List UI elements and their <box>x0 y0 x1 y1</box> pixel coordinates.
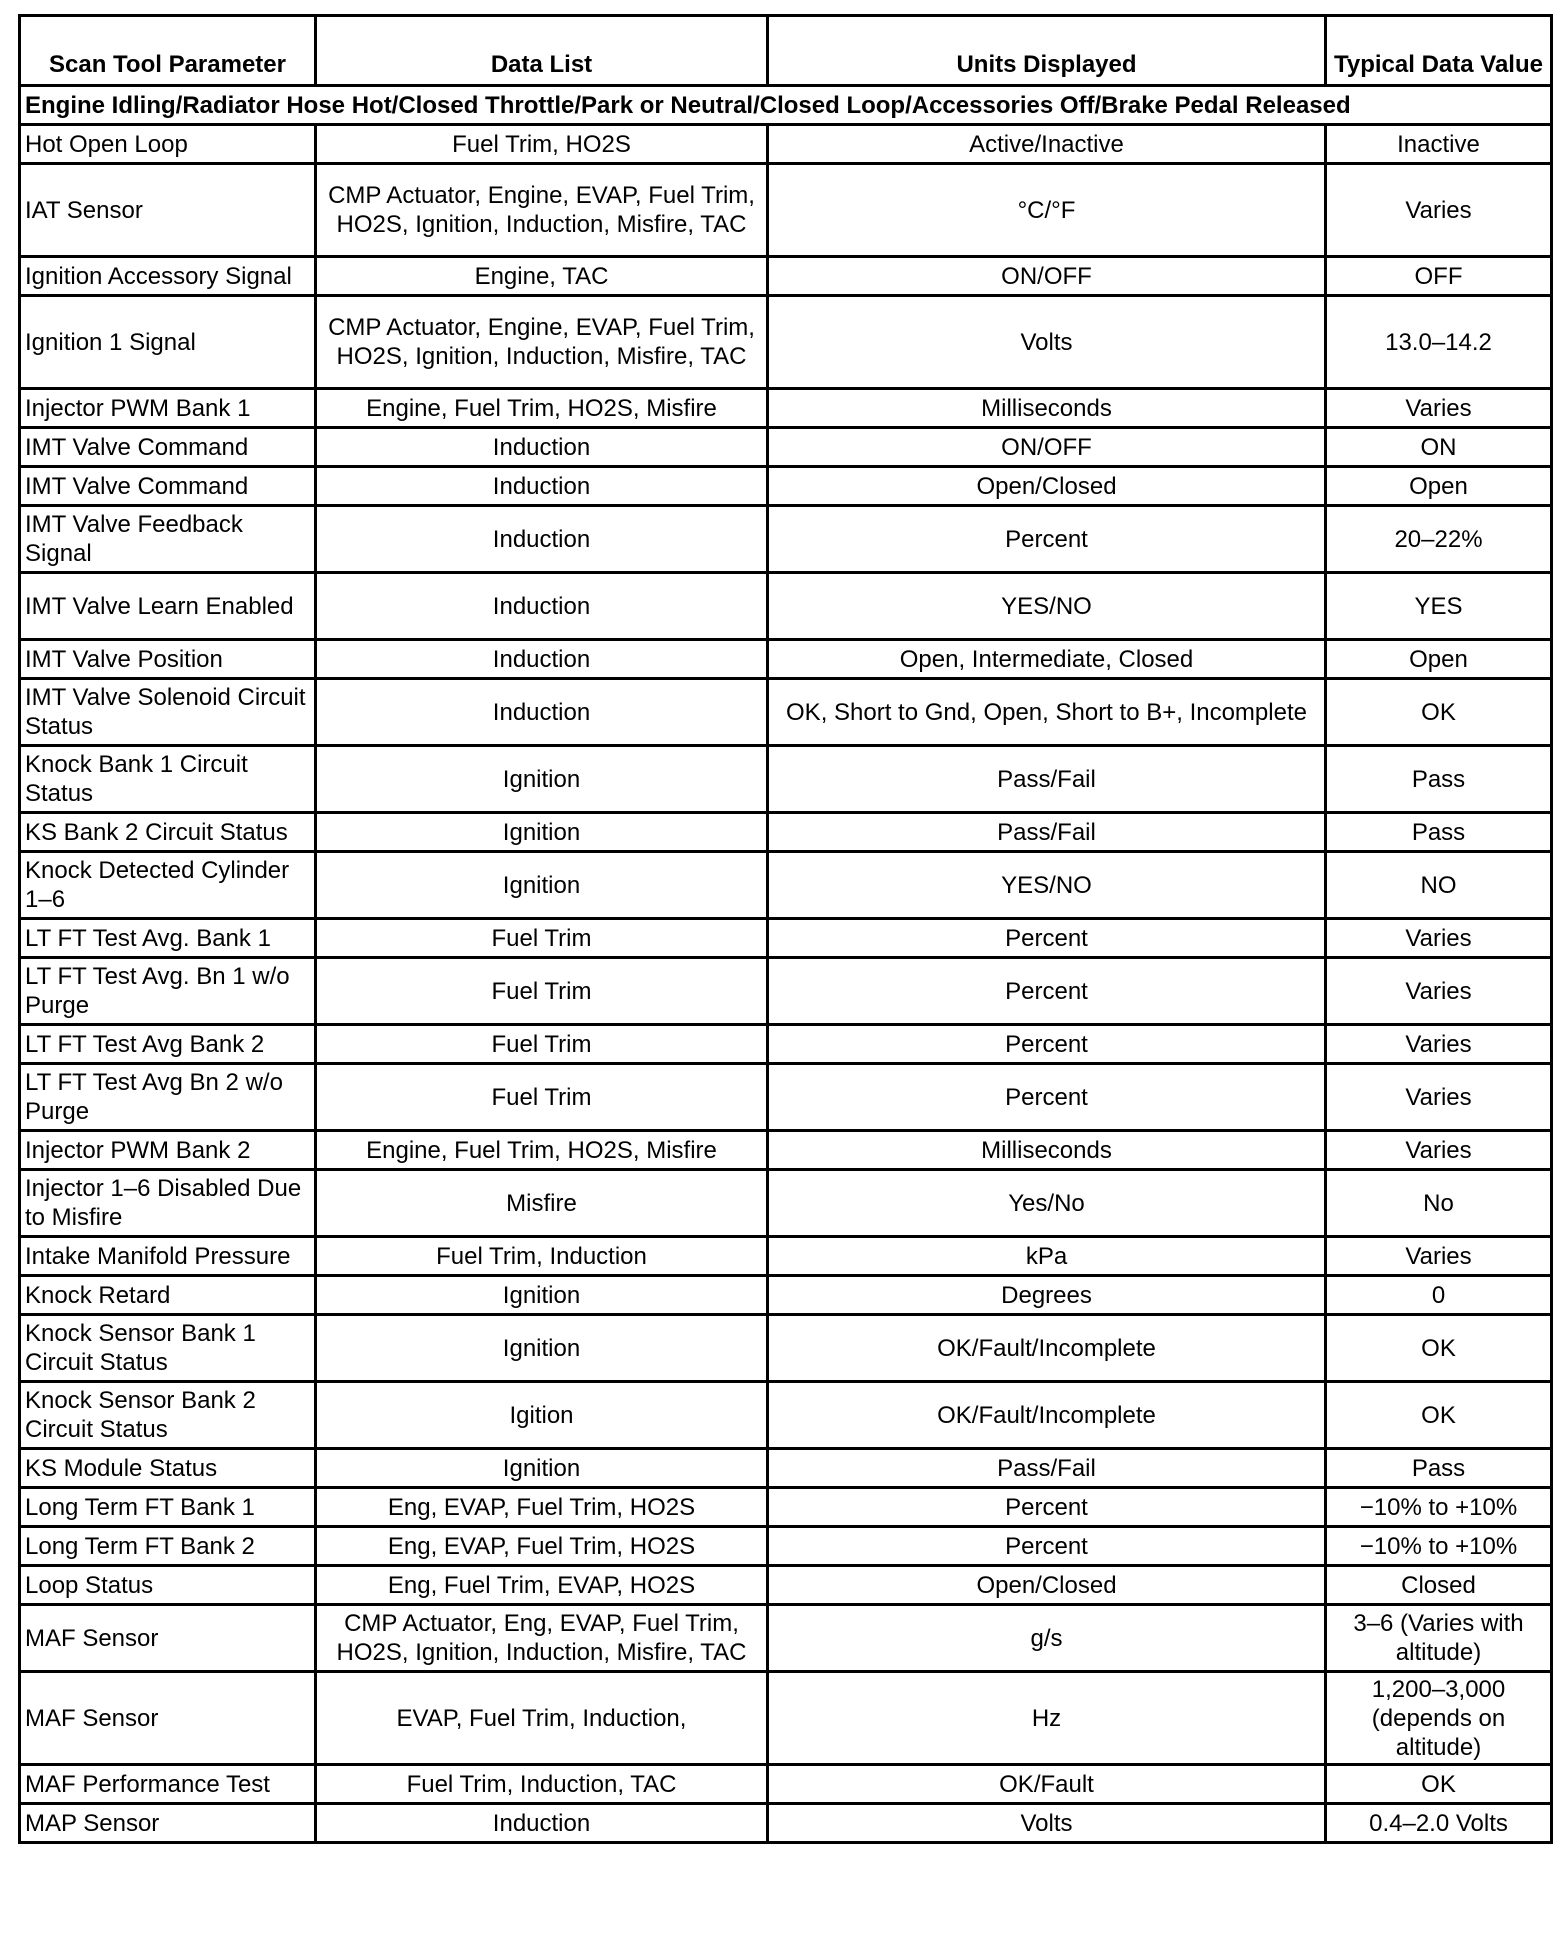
typical-value-cell: Varies <box>1326 958 1552 1025</box>
parameter-cell: KS Module Status <box>20 1449 316 1488</box>
parameter-cell: Injector 1–6 Disabled Due to Misfire <box>20 1170 316 1237</box>
parameter-cell: IMT Valve Command <box>20 428 316 467</box>
data-list-cell: Eng, Fuel Trim, EVAP, HO2S <box>316 1566 768 1605</box>
units-cell: Open, Intermediate, Closed <box>768 640 1326 679</box>
data-list-cell: Fuel Trim, HO2S <box>316 125 768 164</box>
data-list-cell: CMP Actuator, Engine, EVAP, Fuel Trim, HO2S, Ignition, Induction, Misfire, TAC <box>316 164 768 257</box>
typical-value-cell: OK <box>1326 679 1552 746</box>
table-row <box>20 958 1552 1025</box>
table-row <box>20 1605 1552 1672</box>
table-row <box>20 1804 1552 1843</box>
typical-value-cell: Open <box>1326 467 1552 506</box>
data-list-cell: Engine, Fuel Trim, HO2S, Misfire <box>316 1131 768 1170</box>
table-row <box>20 1131 1552 1170</box>
data-list-cell: Induction <box>316 506 768 573</box>
typical-value-cell: No <box>1326 1170 1552 1237</box>
typical-value-cell: NO <box>1326 852 1552 919</box>
data-list-cell: Fuel Trim <box>316 1064 768 1131</box>
parameter-cell: Loop Status <box>20 1566 316 1605</box>
typical-value-cell: Varies <box>1326 389 1552 428</box>
table-row <box>20 1566 1552 1605</box>
header-units-displayed: Units Displayed <box>768 16 1326 86</box>
header-data-list: Data List <box>316 16 768 86</box>
units-cell: Percent <box>768 958 1326 1025</box>
units-cell: Degrees <box>768 1276 1326 1315</box>
parameter-cell: LT FT Test Avg Bank 2 <box>20 1025 316 1064</box>
table-row <box>20 389 1552 428</box>
scan-tool-data-page <box>18 14 1550 1844</box>
typical-value-cell: Pass <box>1326 813 1552 852</box>
parameter-cell: IMT Valve Learn Enabled <box>20 573 316 640</box>
parameter-cell: Knock Bank 1 Circuit Status <box>20 746 316 813</box>
units-cell: Open/Closed <box>768 467 1326 506</box>
typical-value-cell: 1,200–3,000 (depends on altitude) <box>1326 1672 1552 1765</box>
units-cell: Volts <box>768 1804 1326 1843</box>
units-cell: ON/OFF <box>768 257 1326 296</box>
parameter-cell: LT FT Test Avg Bn 2 w/o Purge <box>20 1064 316 1131</box>
table-row <box>20 573 1552 640</box>
table-row <box>20 1449 1552 1488</box>
table-row <box>20 296 1552 389</box>
operating-condition: Engine Idling/Radiator Hose Hot/Closed Throttle/Park or Neutral/Closed Loop/Accessories Off/Brake Pedal Released <box>20 86 1552 125</box>
parameter-cell: MAF Sensor <box>20 1672 316 1765</box>
typical-value-cell: ON <box>1326 428 1552 467</box>
typical-value-cell: Varies <box>1326 1025 1552 1064</box>
parameter-cell: Knock Sensor Bank 2 Circuit Status <box>20 1382 316 1449</box>
units-cell: YES/NO <box>768 573 1326 640</box>
typical-value-cell: Closed <box>1326 1566 1552 1605</box>
data-list-cell: CMP Actuator, Eng, EVAP, Fuel Trim, HO2S, Ignition, Induction, Misfire, TAC <box>316 1605 768 1672</box>
parameter-cell: Hot Open Loop <box>20 125 316 164</box>
data-list-cell: Fuel Trim <box>316 919 768 958</box>
parameter-cell: Ignition 1 Signal <box>20 296 316 389</box>
data-list-cell: Induction <box>316 428 768 467</box>
typical-value-cell: Varies <box>1326 919 1552 958</box>
units-cell: Pass/Fail <box>768 746 1326 813</box>
typical-value-cell: Varies <box>1326 1064 1552 1131</box>
typical-value-cell: Varies <box>1326 1131 1552 1170</box>
data-list-cell: Eng, EVAP, Fuel Trim, HO2S <box>316 1488 768 1527</box>
typical-value-cell: Varies <box>1326 1237 1552 1276</box>
units-cell: YES/NO <box>768 852 1326 919</box>
data-list-cell: CMP Actuator, Engine, EVAP, Fuel Trim, HO2S, Ignition, Induction, Misfire, TAC <box>316 296 768 389</box>
parameter-cell: LT FT Test Avg. Bank 1 <box>20 919 316 958</box>
typical-value-cell: Open <box>1326 640 1552 679</box>
data-list-cell: Induction <box>316 467 768 506</box>
table-row <box>20 679 1552 746</box>
table-row <box>20 1765 1552 1804</box>
parameter-cell: MAP Sensor <box>20 1804 316 1843</box>
data-list-cell: Fuel Trim <box>316 1025 768 1064</box>
parameter-cell: Ignition Accessory Signal <box>20 257 316 296</box>
data-list-cell: Fuel Trim, Induction <box>316 1237 768 1276</box>
units-cell: Milliseconds <box>768 389 1326 428</box>
units-cell: OK/Fault/Incomplete <box>768 1315 1326 1382</box>
table-row <box>20 1672 1552 1765</box>
parameter-cell: Knock Sensor Bank 1 Circuit Status <box>20 1315 316 1382</box>
table-row <box>20 1315 1552 1382</box>
typical-value-cell: −10% to +10% <box>1326 1527 1552 1566</box>
data-list-cell: Induction <box>316 1804 768 1843</box>
data-list-cell: Induction <box>316 573 768 640</box>
units-cell: g/s <box>768 1605 1326 1672</box>
table-row <box>20 428 1552 467</box>
parameter-cell: MAF Sensor <box>20 1605 316 1672</box>
data-list-cell: Ignition <box>316 746 768 813</box>
table-row <box>20 852 1552 919</box>
table-row <box>20 1025 1552 1064</box>
data-list-cell: Ignition <box>316 852 768 919</box>
header-scan-tool-parameter: Scan Tool Parameter <box>20 16 316 86</box>
data-list-cell: Ignition <box>316 1449 768 1488</box>
typical-value-cell: OFF <box>1326 257 1552 296</box>
units-cell: Percent <box>768 506 1326 573</box>
parameter-cell: IMT Valve Solenoid Circuit Status <box>20 679 316 746</box>
units-cell: Percent <box>768 1025 1326 1064</box>
parameter-cell: Injector PWM Bank 1 <box>20 389 316 428</box>
parameter-cell: Injector PWM Bank 2 <box>20 1131 316 1170</box>
table-row <box>20 164 1552 257</box>
units-cell: Pass/Fail <box>768 1449 1326 1488</box>
units-cell: Pass/Fail <box>768 813 1326 852</box>
units-cell: OK, Short to Gnd, Open, Short to B+, Incomplete <box>768 679 1326 746</box>
table-row <box>20 640 1552 679</box>
typical-value-cell: Inactive <box>1326 125 1552 164</box>
parameter-cell: KS Bank 2 Circuit Status <box>20 813 316 852</box>
table-row <box>20 467 1552 506</box>
data-list-cell: Igition <box>316 1382 768 1449</box>
table-row <box>20 125 1552 164</box>
data-list-cell: Engine, Fuel Trim, HO2S, Misfire <box>316 389 768 428</box>
table-row <box>20 257 1552 296</box>
table-row <box>20 1276 1552 1315</box>
units-cell: OK/Fault/Incomplete <box>768 1382 1326 1449</box>
typical-value-cell: Pass <box>1326 746 1552 813</box>
parameter-cell: Knock Detected Cylinder 1–6 <box>20 852 316 919</box>
typical-value-cell: OK <box>1326 1765 1552 1804</box>
units-cell: Volts <box>768 296 1326 389</box>
parameter-cell: LT FT Test Avg. Bn 1 w/o Purge <box>20 958 316 1025</box>
data-list-cell: Ignition <box>316 813 768 852</box>
data-list-cell: Induction <box>316 640 768 679</box>
scan-tool-data-table <box>18 14 1553 1844</box>
data-list-cell: Fuel Trim, Induction, TAC <box>316 1765 768 1804</box>
units-cell: ON/OFF <box>768 428 1326 467</box>
typical-value-cell: 0 <box>1326 1276 1552 1315</box>
table-row <box>20 1527 1552 1566</box>
table-row <box>20 919 1552 958</box>
parameter-cell: IMT Valve Command <box>20 467 316 506</box>
units-cell: OK/Fault <box>768 1765 1326 1804</box>
units-cell: Percent <box>768 1488 1326 1527</box>
table-row <box>20 506 1552 573</box>
table-row <box>20 1488 1552 1527</box>
data-list-cell: Engine, TAC <box>316 257 768 296</box>
parameter-cell: IAT Sensor <box>20 164 316 257</box>
table-row <box>20 1170 1552 1237</box>
header-row <box>20 16 1552 86</box>
table-row <box>20 813 1552 852</box>
typical-value-cell: OK <box>1326 1382 1552 1449</box>
units-cell: Milliseconds <box>768 1131 1326 1170</box>
parameter-cell: IMT Valve Feedback Signal <box>20 506 316 573</box>
typical-value-cell: Varies <box>1326 164 1552 257</box>
data-list-cell: Ignition <box>316 1315 768 1382</box>
parameter-cell: Long Term FT Bank 2 <box>20 1527 316 1566</box>
table-row <box>20 746 1552 813</box>
typical-value-cell: Pass <box>1326 1449 1552 1488</box>
data-list-cell: Fuel Trim <box>316 958 768 1025</box>
units-cell: Hz <box>768 1672 1326 1765</box>
table-row <box>20 1382 1552 1449</box>
units-cell: Yes/No <box>768 1170 1326 1237</box>
units-cell: Open/Closed <box>768 1566 1326 1605</box>
parameter-cell: IMT Valve Position <box>20 640 316 679</box>
data-list-cell: Misfire <box>316 1170 768 1237</box>
parameter-cell: Knock Retard <box>20 1276 316 1315</box>
units-cell: kPa <box>768 1237 1326 1276</box>
data-list-cell: Ignition <box>316 1276 768 1315</box>
parameter-cell: MAF Performance Test <box>20 1765 316 1804</box>
data-list-cell: Induction <box>316 679 768 746</box>
typical-value-cell: −10% to +10% <box>1326 1488 1552 1527</box>
units-cell: Percent <box>768 919 1326 958</box>
units-cell: Active/Inactive <box>768 125 1326 164</box>
parameter-cell: Long Term FT Bank 1 <box>20 1488 316 1527</box>
table-row <box>20 1237 1552 1276</box>
units-cell: Percent <box>768 1064 1326 1131</box>
typical-value-cell: 20–22% <box>1326 506 1552 573</box>
typical-value-cell: 0.4–2.0 Volts <box>1326 1804 1552 1843</box>
data-list-cell: Eng, EVAP, Fuel Trim, HO2S <box>316 1527 768 1566</box>
typical-value-cell: 13.0–14.2 <box>1326 296 1552 389</box>
units-cell: Percent <box>768 1527 1326 1566</box>
parameter-cell: Intake Manifold Pressure <box>20 1237 316 1276</box>
table-row <box>20 1064 1552 1131</box>
condition-row <box>20 86 1552 125</box>
units-cell: °C/°F <box>768 164 1326 257</box>
typical-value-cell: 3–6 (Varies with altitude) <box>1326 1605 1552 1672</box>
data-list-cell: EVAP, Fuel Trim, Induction, <box>316 1672 768 1765</box>
typical-value-cell: YES <box>1326 573 1552 640</box>
typical-value-cell: OK <box>1326 1315 1552 1382</box>
header-typical-data-value: Typical Data Value <box>1326 16 1552 86</box>
